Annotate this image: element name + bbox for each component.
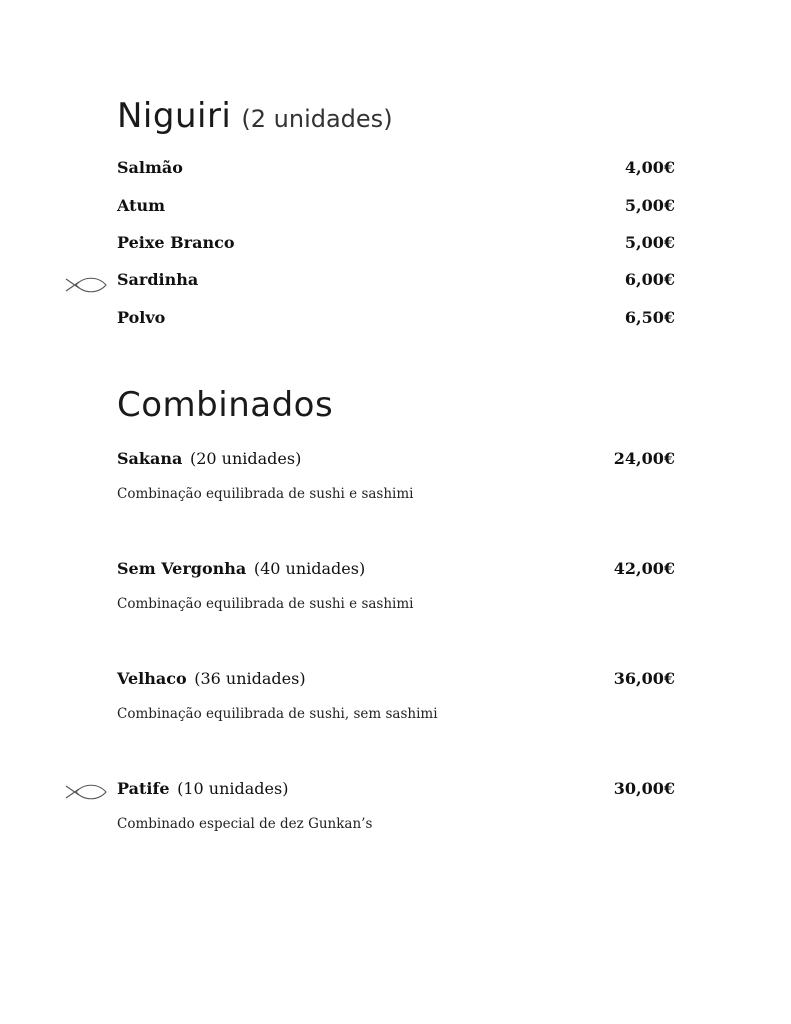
menu-item-sakana <box>117 449 675 473</box>
menu-item-velhaco <box>117 669 675 693</box>
item-name <box>117 669 306 688</box>
combinados-title: Combinados <box>117 385 334 425</box>
item-price: 5,00€ <box>624 196 675 215</box>
item-name-text: Patife <box>117 779 170 798</box>
menu-item-sardinha <box>117 270 675 294</box>
item-price: 36,00€ <box>613 669 675 688</box>
niguiri-title: Niguiri <box>117 96 232 136</box>
fish-icon <box>62 277 108 293</box>
item-name: Atum <box>117 196 166 215</box>
item-description: Combinação equilibrada de sushi e sashimi <box>117 596 414 612</box>
item-price: 24,00€ <box>613 449 675 468</box>
item-name: Polvo <box>117 308 166 327</box>
fish-icon <box>62 784 108 800</box>
item-price: 30,00€ <box>613 779 675 798</box>
menu-item-patife <box>117 779 675 803</box>
menu-item-sem-vergonha <box>117 559 675 583</box>
menu-item-salmao <box>117 158 675 182</box>
item-quantity: (36 unidades) <box>194 669 306 688</box>
menu-item-polvo <box>117 308 675 332</box>
item-name-text: Sakana <box>117 449 183 468</box>
item-quantity: (10 unidades) <box>177 779 289 798</box>
item-price: 4,00€ <box>624 158 675 177</box>
item-description: Combinação equilibrada de sushi e sashimi <box>117 486 414 502</box>
item-price: 6,50€ <box>624 308 675 327</box>
item-name-text: Velhaco <box>117 669 187 688</box>
item-name <box>117 449 301 468</box>
niguiri-section-title <box>117 96 393 136</box>
item-description: Combinado especial de dez Gunkan’s <box>117 816 373 832</box>
niguiri-subtitle: (2 unidades) <box>241 105 393 133</box>
item-name <box>117 779 288 798</box>
combinados-section-title <box>117 385 333 425</box>
item-name: Sardinha <box>117 270 199 289</box>
item-price: 6,00€ <box>624 270 675 289</box>
menu-item-peixe-branco <box>117 233 675 257</box>
item-quantity: (20 unidades) <box>189 449 302 468</box>
item-price: 42,00€ <box>613 559 675 578</box>
item-name: Salmão <box>117 158 183 177</box>
item-name-text: Sem Vergonha <box>117 559 247 578</box>
menu-item-atum <box>117 196 675 220</box>
item-price: 5,00€ <box>624 233 675 252</box>
item-quantity: (40 unidades) <box>253 559 366 578</box>
item-name: Peixe Branco <box>117 233 235 252</box>
item-name <box>117 559 365 578</box>
item-description: Combinação equilibrada de sushi, sem sashimi <box>117 706 438 722</box>
